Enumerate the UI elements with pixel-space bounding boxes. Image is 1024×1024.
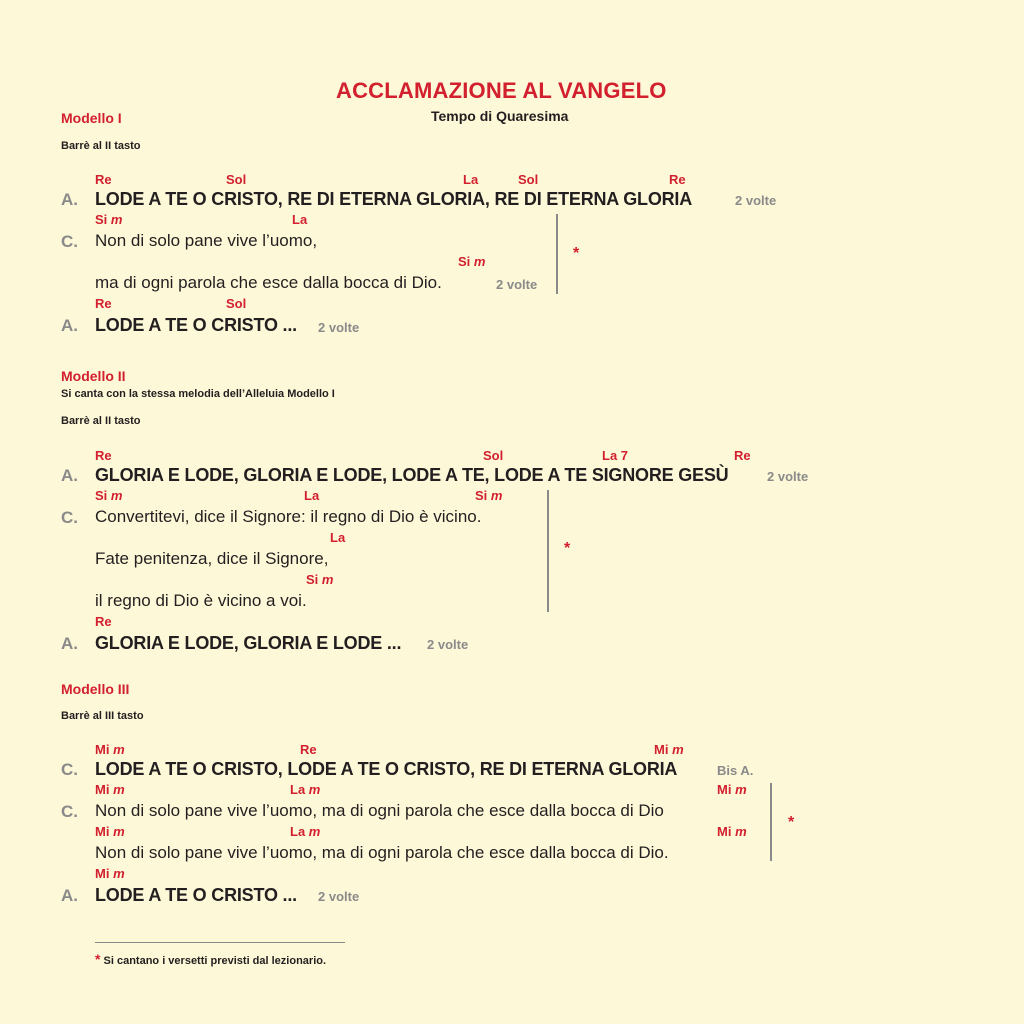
page-title: ACCLAMAZIONE AL VANGELO [336,78,667,103]
chord: Mi m [717,824,747,839]
chord: La [304,488,320,503]
lyric-line: Convertitevi, dice il Signore: il regno di Dio è vicino. [95,507,482,526]
verse-letter: C. [61,232,78,251]
chord: Si m [306,572,334,587]
repeat-note: Bis A. [717,763,754,778]
chord: Re [95,296,112,311]
lyric-line: LODE A TE O CRISTO, LODE A TE O CRISTO, RE DI ETERNA GLORIA [95,759,678,779]
footnote-marker: * [573,245,580,262]
lyric-line: GLORIA E LODE, GLORIA E LODE ... [95,633,402,653]
footnote-divider [95,942,345,943]
verse-letter: A. [61,190,78,209]
chord: Mi m [717,782,747,797]
chord: Si m [458,254,486,269]
repeat-note: 2 volte [496,277,538,292]
chord: Mi m [95,742,125,757]
chord: Sol [226,172,247,187]
footnote-marker: * [788,814,795,831]
lyric-line: Non di solo pane vive l’uomo, [95,231,318,250]
lyric-line: Non di solo pane vive l’uomo, ma di ogni parola che esce dalla bocca di Dio. [95,843,669,862]
lyric-line: LODE A TE O CRISTO, RE DI ETERNA GLORIA, RE DI ETERNA GLORIA [95,189,693,209]
chord: La [463,172,479,187]
chord: Sol [226,296,247,311]
lyric-line: Non di solo pane vive l’uomo, ma di ogni parola che esce dalla bocca di Dio [95,801,664,820]
chord: Mi m [654,742,684,757]
lyric-line: GLORIA E LODE, GLORIA E LODE, LODE A TE, LODE A TE SIGNORE GESÙ [95,465,729,485]
modello-2-barre: Barrè al II tasto [61,415,141,427]
modello-1-barre: Barrè al II tasto [61,140,141,152]
verse-letter: C. [61,802,78,821]
lyric-line: Fate penitenza, dice il Signore, [95,549,329,568]
modello-3-barre: Barrè al III tasto [61,710,144,722]
chord: La [292,212,308,227]
chord: Re [300,742,317,757]
verse-letter: A. [61,466,78,485]
repeat-note: 2 volte [735,193,777,208]
repeat-note: 2 volte [318,320,360,335]
verse-letter: C. [61,760,78,779]
chord: Si m [95,212,123,227]
chord: Re [95,172,112,187]
lyric-line: LODE A TE O CRISTO ... [95,315,297,335]
chord: Mi m [95,866,125,881]
footnote-text: Si cantano i versetti previsti dal lezionario. [103,955,327,967]
repeat-note: 2 volte [318,889,360,904]
repeat-note: 2 volte [427,637,469,652]
footnote [95,951,326,967]
chord: Si m [475,488,503,503]
modello-2-heading: Modello II [61,368,126,384]
chord: La m [290,824,321,839]
modello-3-heading: Modello III [61,681,130,697]
modello-1-heading: Modello I [61,110,122,126]
chord: Si m [95,488,123,503]
verse-letter: C. [61,508,78,527]
lyric-line: ma di ogni parola che esce dalla bocca di Dio. [95,273,442,292]
verse-letter: A. [61,886,78,905]
footnote-marker: * [564,540,571,557]
verse-bracket [770,783,772,861]
chord: La 7 [602,448,629,463]
chord: Mi m [95,824,125,839]
footnote-marker: * [95,951,101,967]
repeat-note: 2 volte [767,469,809,484]
chord: Sol [483,448,504,463]
verse-letter: A. [61,316,78,335]
chord: Re [734,448,751,463]
page-subtitle: Tempo di Quaresima [431,108,569,124]
chord: La [330,530,346,545]
verse-bracket [547,490,549,612]
lyric-line: LODE A TE O CRISTO ... [95,885,297,905]
chord: La m [290,782,321,797]
chord: Re [95,614,112,629]
verse-letter: A. [61,634,78,653]
chord: Mi m [95,782,125,797]
modello-2-note: Si canta con la stessa melodia dell’Alleluia Modello I [61,388,335,400]
verse-bracket [556,214,558,294]
chord: Sol [518,172,539,187]
chord: Re [669,172,686,187]
lyric-line: il regno di Dio è vicino a voi. [95,591,307,610]
chord: Re [95,448,112,463]
